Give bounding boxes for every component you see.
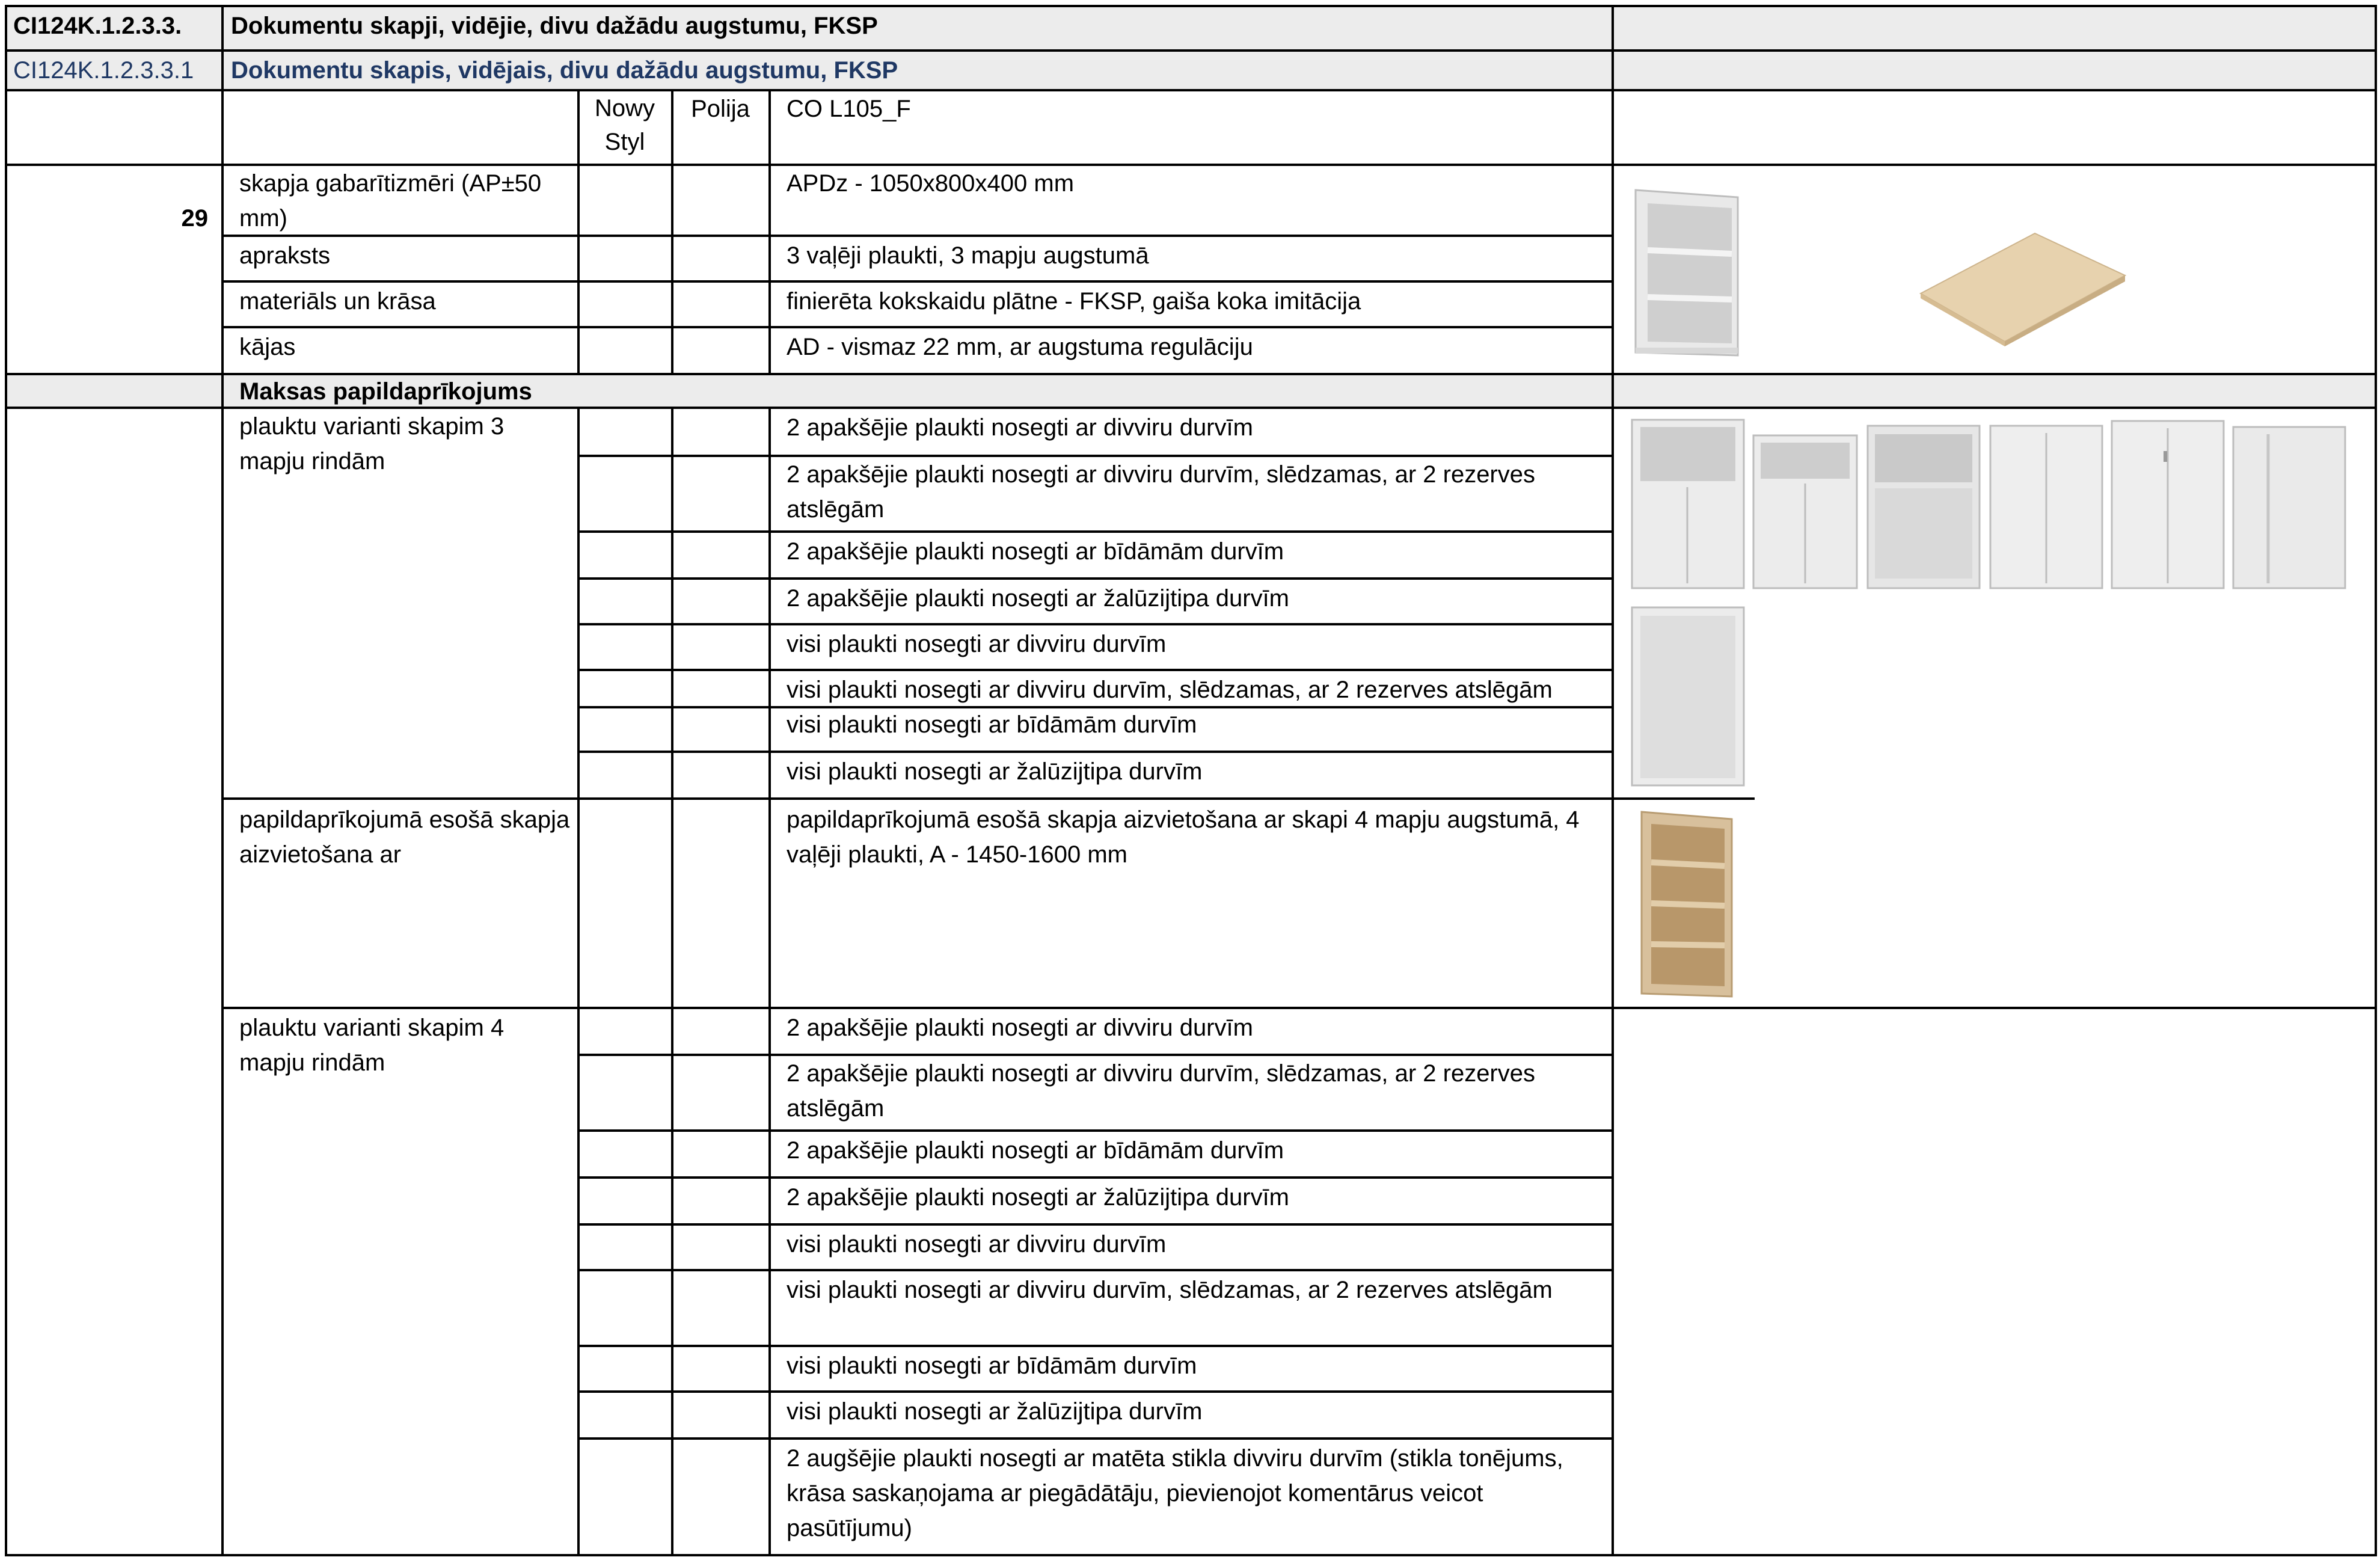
extras-title: Maksas papildaprīkojums (239, 378, 532, 405)
grid-line (577, 1437, 1614, 1440)
column-header-spec: CO L105_F (787, 96, 911, 122)
grid-line (577, 706, 1614, 708)
grid-line (768, 408, 771, 1556)
grid-line (577, 1390, 1614, 1393)
grid-line (577, 751, 1614, 753)
grid-line (221, 797, 1755, 800)
item-number: 29 (181, 205, 208, 232)
group3-param: plauktu varianti skapim 4 mapju rindām (239, 1015, 505, 1076)
group1-option-7: visi plaukti nosegti ar bīdāmām durvīm (787, 711, 1197, 738)
grid-line (221, 326, 1614, 328)
value-description: 3 vaļēji plaukti, 3 mapju augstumā (787, 242, 1149, 269)
group1-option-1: 2 apakšējie plaukti nosegti ar divviru durvīm (787, 414, 1253, 441)
column-header-nowy-styl: Nowy Styl (594, 95, 655, 155)
grid-line (577, 669, 1614, 671)
grid-line (577, 1054, 1614, 1056)
grid-line (577, 455, 1614, 457)
group1-option-6: visi plaukti nosegti ar divviru durvīm, slēdzamas, ar 2 rezerves atslēgām (787, 677, 1553, 703)
group3-option-4: 2 apakšējie plaukti nosegti ar žalūzijtipa durvīm (787, 1184, 1289, 1211)
param-dimensions: skapja gabarītizmēri (AP±50 mm) (239, 170, 542, 232)
param-material: materiāls un krāsa (239, 288, 436, 315)
group3-option-5: visi plaukti nosegti ar divviru durvīm (787, 1231, 1167, 1258)
grid-line (577, 408, 580, 1556)
grid-line (1612, 1007, 1614, 1556)
group1-option-3: 2 apakšējie plaukti nosegti ar bīdāmām durvīm (787, 538, 1284, 565)
open-cabinet-grey-image (1630, 184, 1750, 358)
grid-line (5, 49, 2377, 52)
param-description: apraksts (239, 242, 331, 269)
grid-line (5, 5, 7, 1556)
grid-line (577, 1345, 1614, 1347)
grid-line (577, 530, 1614, 533)
group2-param: papildaprīkojumā esošā skapja aizvietošana ar (239, 806, 570, 868)
grid-line (221, 235, 1614, 237)
grid-line (577, 1223, 1614, 1226)
group3-option-1: 2 apakšējie plaukti nosegti ar divviru durvīm (787, 1015, 1253, 1041)
section-code: CI124K.1.2.3.3. (13, 13, 182, 39)
group3-option-6: visi plaukti nosegti ar divviru durvīm, slēdzamas, ar 2 rezerves atslēgām (787, 1277, 1553, 1303)
grid-line (577, 1269, 1614, 1271)
group2-option: papildaprīkojumā esošā skapja aizvietošana ar skapi 4 mapju augstumā, 4 vaļēji plaukti, A - 1450-1600 mm (787, 806, 1580, 868)
group1-option-4: 2 apakšējie plaukti nosegti ar žalūzijtipa durvīm (787, 585, 1289, 612)
tall-wood-bookcase-image (1636, 807, 1744, 1000)
subsection-title: Dokumentu skapis, vidējais, divu dažādu augstumu, FKSP (231, 57, 898, 84)
grid-line (671, 90, 673, 374)
wood-tabletop-image (1915, 227, 2131, 348)
grid-line (768, 90, 771, 374)
group1-param: plauktu varianti skapim 3 mapju rindām (239, 413, 505, 474)
grid-line (577, 623, 1614, 625)
group1-option-2: 2 apakšējie plaukti nosegti ar divviru durvīm, slēdzamas, ar 2 rezerves atslēgām (787, 461, 1535, 523)
grid-line (2375, 5, 2377, 1556)
grid-line (577, 90, 580, 374)
grid-line (221, 280, 1614, 283)
grid-line (5, 1554, 2377, 1556)
group3-option-7: visi plaukti nosegti ar bīdāmām durvīm (787, 1353, 1197, 1379)
value-legs: AD - vismaz 22 mm, ar augstuma regulāciju (787, 334, 1253, 360)
grid-line (5, 89, 2377, 91)
cabinet-door-variants-image (1627, 409, 2373, 794)
grid-line (5, 373, 2377, 375)
grid-line (221, 5, 224, 1556)
group3-option-9: 2 augšējie plaukti nosegti ar matēta stikla divviru durvīm (stikla tonējums, krāsa saskaņojama ar piegādātāju, pievienojot komentārus veicot pasūtījumu) (787, 1445, 1563, 1541)
value-dimensions: APDz - 1050x800x400 mm (787, 170, 1075, 197)
group1-option-5: visi plaukti nosegti ar divviru durvīm (787, 631, 1167, 657)
grid-line (577, 577, 1614, 580)
param-legs: kājas (239, 334, 296, 360)
grid-line (1612, 5, 1614, 1009)
grid-line (577, 1176, 1614, 1179)
group3-option-8: visi plaukti nosegti ar žalūzijtipa durvīm (787, 1398, 1203, 1425)
grid-line (221, 1007, 2377, 1009)
section-title: Dokumentu skapji, vidējie, divu dažādu augstumu, FKSP (231, 13, 878, 39)
group3-option-3: 2 apakšējie plaukti nosegti ar bīdāmām durvīm (787, 1137, 1284, 1164)
value-material: finierēta kokskaidu plātne - FKSP, gaiša koka imitācija (787, 288, 1361, 315)
grid-line (5, 164, 2377, 166)
column-header-polija: Polija (691, 96, 750, 122)
grid-line (577, 1129, 1614, 1132)
subsection-code: CI124K.1.2.3.3.1 (13, 57, 194, 84)
group1-option-8: visi plaukti nosegti ar žalūzijtipa durvīm (787, 758, 1203, 785)
grid-line (5, 5, 2377, 7)
group3-option-2: 2 apakšējie plaukti nosegti ar divviru durvīm, slēdzamas, ar 2 rezerves atslēgām (787, 1060, 1535, 1122)
grid-line (671, 408, 673, 1556)
